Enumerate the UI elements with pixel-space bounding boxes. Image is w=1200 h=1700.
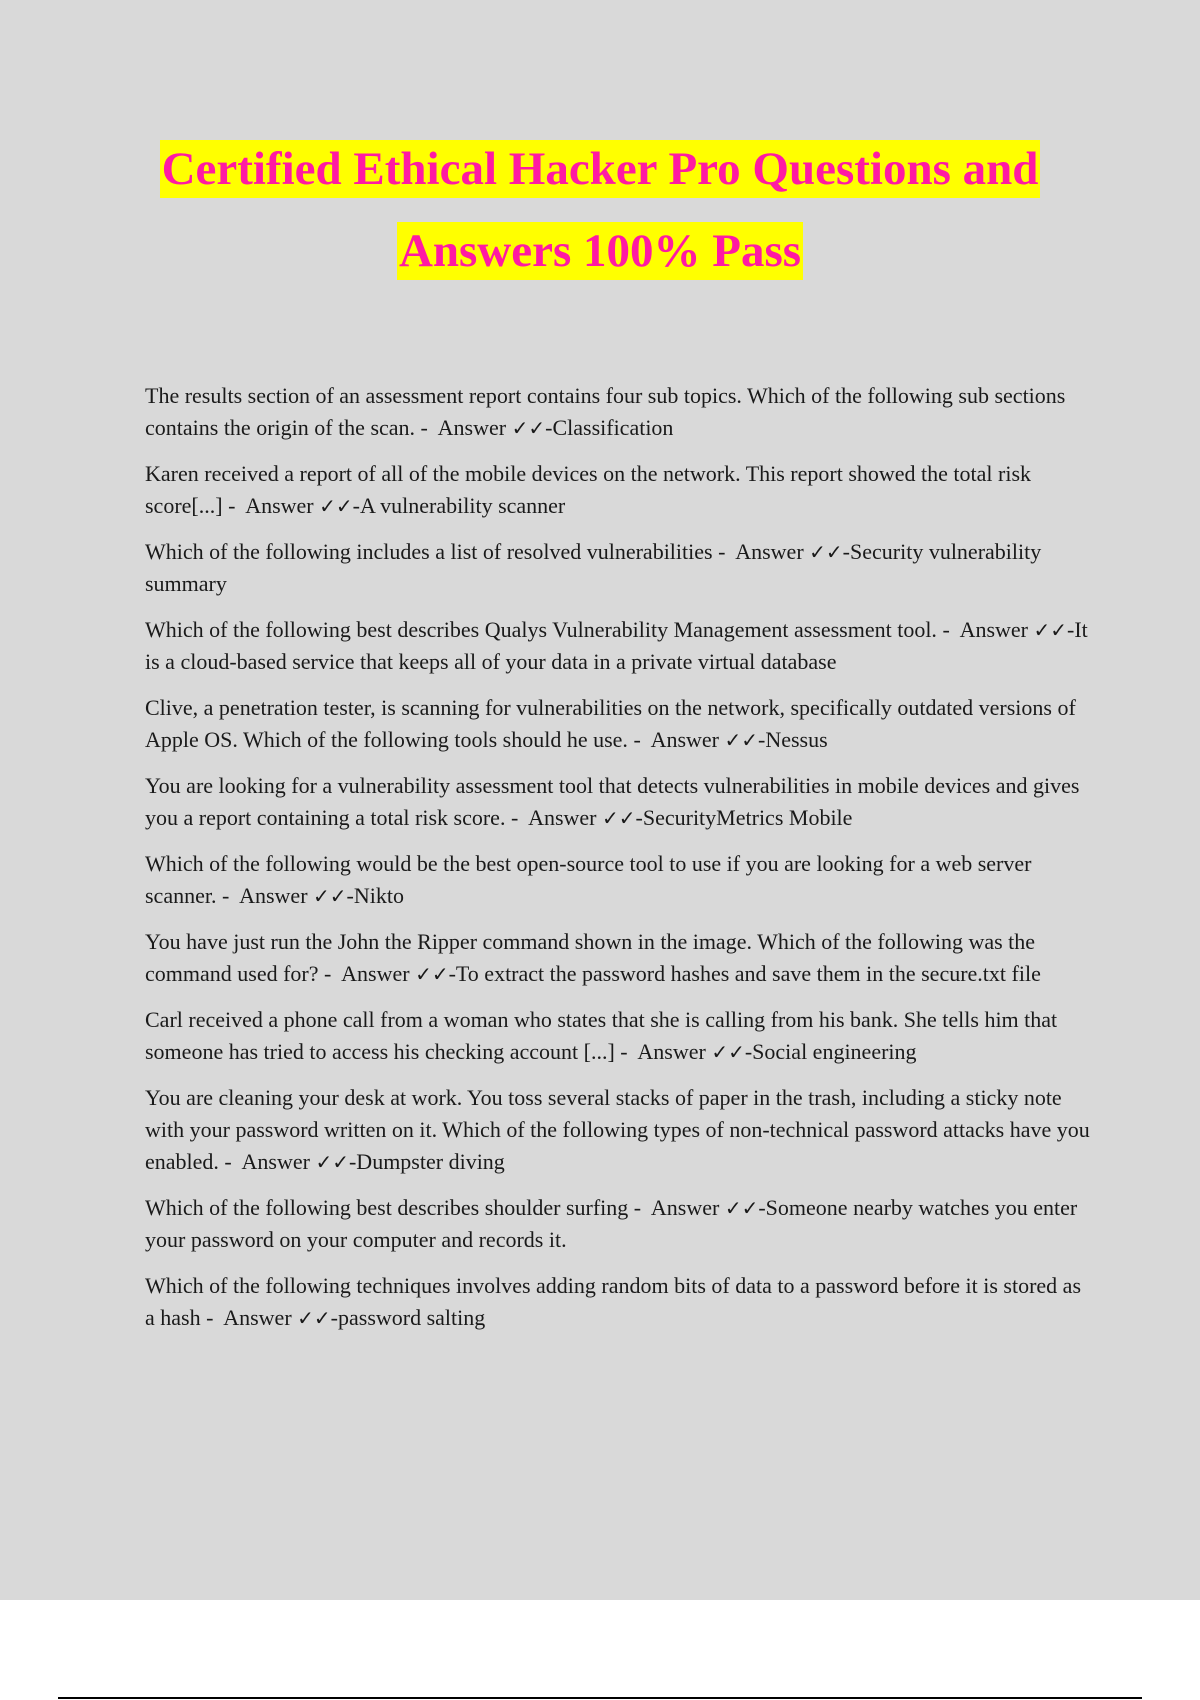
answer-label: Answer bbox=[241, 1149, 310, 1174]
double-check-icon: ✓✓ bbox=[809, 540, 843, 564]
answer-label: Answer bbox=[223, 1305, 292, 1330]
answer-label: Answer bbox=[735, 539, 804, 564]
document-title bbox=[0, 140, 1200, 280]
question-text: Which of the following best describes Qualys Vulnerability Management assessment tool. bbox=[145, 617, 937, 642]
qa-item bbox=[145, 536, 1090, 600]
double-check-icon: ✓✓ bbox=[297, 1306, 331, 1330]
answer-label: Answer bbox=[650, 1195, 720, 1220]
qa-item bbox=[145, 1192, 1090, 1256]
separator: - bbox=[200, 1305, 224, 1330]
answer-label: Answer bbox=[637, 1039, 706, 1064]
separator: - bbox=[218, 1149, 242, 1174]
qa-item bbox=[145, 770, 1090, 834]
answer-text: -SecurityMetrics Mobile bbox=[635, 805, 853, 830]
separator: - bbox=[627, 727, 651, 752]
footer-divider bbox=[58, 1697, 1142, 1699]
separator: - bbox=[415, 415, 438, 440]
answer-label: Answer bbox=[245, 493, 314, 518]
answer-text: -Dumpster diving bbox=[348, 1149, 505, 1174]
separator: - bbox=[628, 1195, 651, 1220]
separator: - bbox=[216, 883, 240, 908]
qa-item bbox=[145, 1270, 1090, 1334]
separator: - bbox=[614, 1039, 638, 1064]
answer-text: -Social engineering bbox=[744, 1039, 917, 1064]
question-text: You have just run the John the Ripper command shown in the image. Which of the following was the command used for? bbox=[145, 929, 1036, 986]
double-check-icon: ✓✓ bbox=[511, 416, 546, 440]
double-check-icon: ✓✓ bbox=[319, 494, 353, 518]
answer-label: Answer bbox=[528, 805, 597, 830]
double-check-icon: ✓✓ bbox=[711, 1040, 745, 1064]
qa-item bbox=[145, 380, 1090, 444]
title-line-2: Answers 100% Pass bbox=[397, 222, 803, 280]
qa-item bbox=[145, 1082, 1090, 1178]
double-check-icon: ✓✓ bbox=[1033, 618, 1068, 642]
answer-text: -password salting bbox=[330, 1305, 486, 1330]
separator: - bbox=[712, 539, 736, 564]
question-text: You are looking for a vulnerability assessment tool that detects vulnerabilities in mobile devices and gives you a report containing a total risk score. bbox=[145, 773, 1080, 830]
answer-text: -It is a cloud-based service that keeps all of your data in a private virtual database bbox=[145, 617, 1088, 674]
question-text: The results section of an assessment report contains four sub topics. Which of the following sub sections contains the origin of the scan. bbox=[145, 383, 1066, 440]
double-check-icon: ✓✓ bbox=[313, 884, 347, 908]
answer-text: -To extract the password hashes and save them in the secure.txt file bbox=[448, 961, 1041, 986]
question-text: Which of the following would be the best open-source tool to use if you are looking for a web server scanner. bbox=[145, 851, 1032, 908]
question-text: Which of the following best describes shoulder surfing bbox=[145, 1195, 629, 1220]
separator: - bbox=[318, 961, 342, 986]
qa-item bbox=[145, 692, 1090, 756]
double-check-icon: ✓✓ bbox=[602, 806, 636, 830]
double-check-icon: ✓✓ bbox=[415, 962, 449, 986]
qa-item bbox=[145, 1004, 1090, 1068]
answer-text: -Someone nearby watches you enter your password on your computer and records it. bbox=[145, 1195, 1078, 1252]
answer-text: -Nikto bbox=[346, 883, 404, 908]
title-line-1: Certified Ethical Hacker Pro Questions and bbox=[160, 140, 1041, 198]
answer-label: Answer bbox=[437, 415, 507, 440]
separator: - bbox=[505, 805, 529, 830]
qa-item bbox=[145, 926, 1090, 990]
separator: - bbox=[936, 617, 960, 642]
answer-label: Answer bbox=[341, 961, 410, 986]
answer-text: -Classification bbox=[545, 415, 674, 440]
question-text: Karen received a report of all of the mobile devices on the network. This report showed the total risk score[...] bbox=[145, 461, 1032, 518]
answer-label: Answer bbox=[650, 727, 719, 752]
double-check-icon: ✓✓ bbox=[315, 1150, 349, 1174]
question-text: Which of the following techniques involves adding random bits of data to a password before it is stored as a hash bbox=[145, 1273, 1082, 1330]
answer-text: -Security vulnerability summary bbox=[145, 539, 1042, 596]
question-answer-list bbox=[145, 380, 1090, 1348]
qa-item bbox=[145, 458, 1090, 522]
double-check-icon: ✓✓ bbox=[724, 1196, 759, 1220]
answer-label: Answer bbox=[239, 883, 308, 908]
answer-label: Answer bbox=[959, 617, 1028, 642]
qa-item bbox=[145, 848, 1090, 912]
question-text: You are cleaning your desk at work. You toss several stacks of paper in the trash, including a sticky note with your password written on it. Which of the following types of non-technical password attacks have you enabled. bbox=[145, 1085, 1090, 1174]
qa-item bbox=[145, 614, 1090, 678]
question-text: Which of the following includes a list of resolved vulnerabilities bbox=[145, 539, 713, 564]
separator: - bbox=[222, 493, 246, 518]
question-text: Carl received a phone call from a woman who states that she is calling from his bank. She tells him that someone has tried to access his checking account [...] bbox=[145, 1007, 1058, 1064]
answer-text: -Nessus bbox=[758, 727, 828, 752]
answer-text: -A vulnerability scanner bbox=[352, 493, 566, 518]
double-check-icon: ✓✓ bbox=[724, 728, 759, 752]
question-text: Clive, a penetration tester, is scanning for vulnerabilities on the network, specifically outdated versions of Apple OS. Which of the following tools should he use. bbox=[145, 695, 1076, 752]
